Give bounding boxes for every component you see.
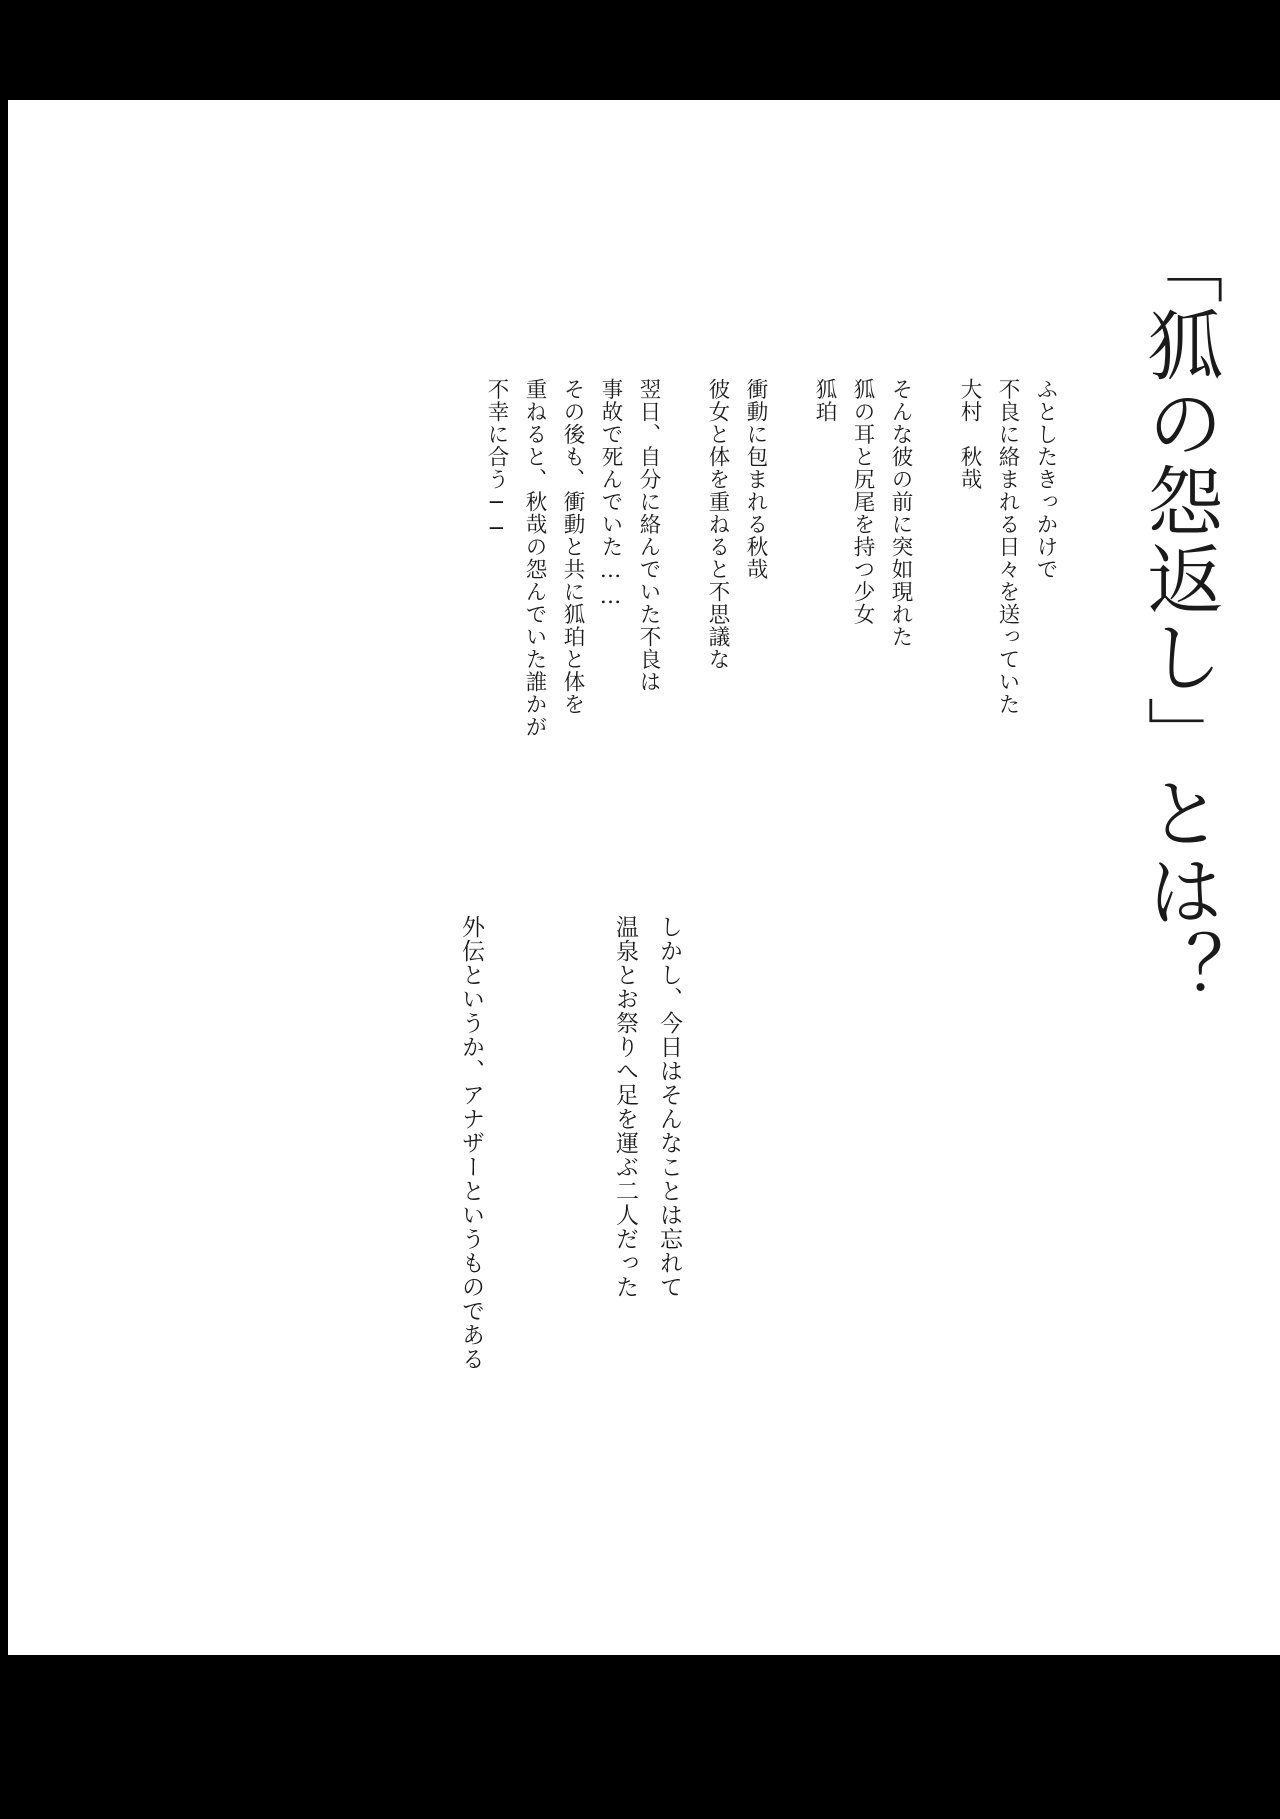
afterword-line-4: 外伝というか、アナザーというものである: [458, 915, 484, 1371]
synopsis-line-5: そんな彼の前に突如現れた: [888, 378, 913, 648]
synopsis-line-7: 狐珀: [812, 378, 837, 423]
synopsis-line-13: 事故で死んでいた……: [598, 378, 623, 610]
afterword-line-2: 温泉とお祭りへ足を運ぶ二人だった: [612, 915, 638, 1299]
synopsis-line-14: その後も、衝動と共に狐珀と体を: [560, 378, 585, 716]
synopsis-line-15: 重ねると、秋哉の怨んでいた誰かが: [522, 378, 547, 738]
page-title: 「狐の怨返し」とは？: [1135, 228, 1224, 1008]
afterword-line-1: しかし、今日はそんなことは忘れて: [656, 915, 682, 1299]
synopsis-line-10: 彼女と体を重ねると不思議な: [705, 378, 730, 671]
synopsis-line-3: 大村 秋哉: [957, 378, 982, 491]
synopsis-line-2: 不良に絡まれる日々を送っていた: [995, 378, 1020, 716]
synopsis-line-9: 衝動に包まれる秋哉: [743, 378, 768, 581]
paper-sheet: [8, 100, 1280, 1655]
synopsis-line-1: ふとしたきっかけで: [1033, 378, 1058, 581]
synopsis-line-16: 不幸に合う──: [484, 378, 509, 543]
synopsis-line-6: 狐の耳と尻尾を持つ少女: [850, 378, 875, 626]
synopsis-line-12: 翌日、自分に絡んでいた不良は: [636, 378, 661, 693]
